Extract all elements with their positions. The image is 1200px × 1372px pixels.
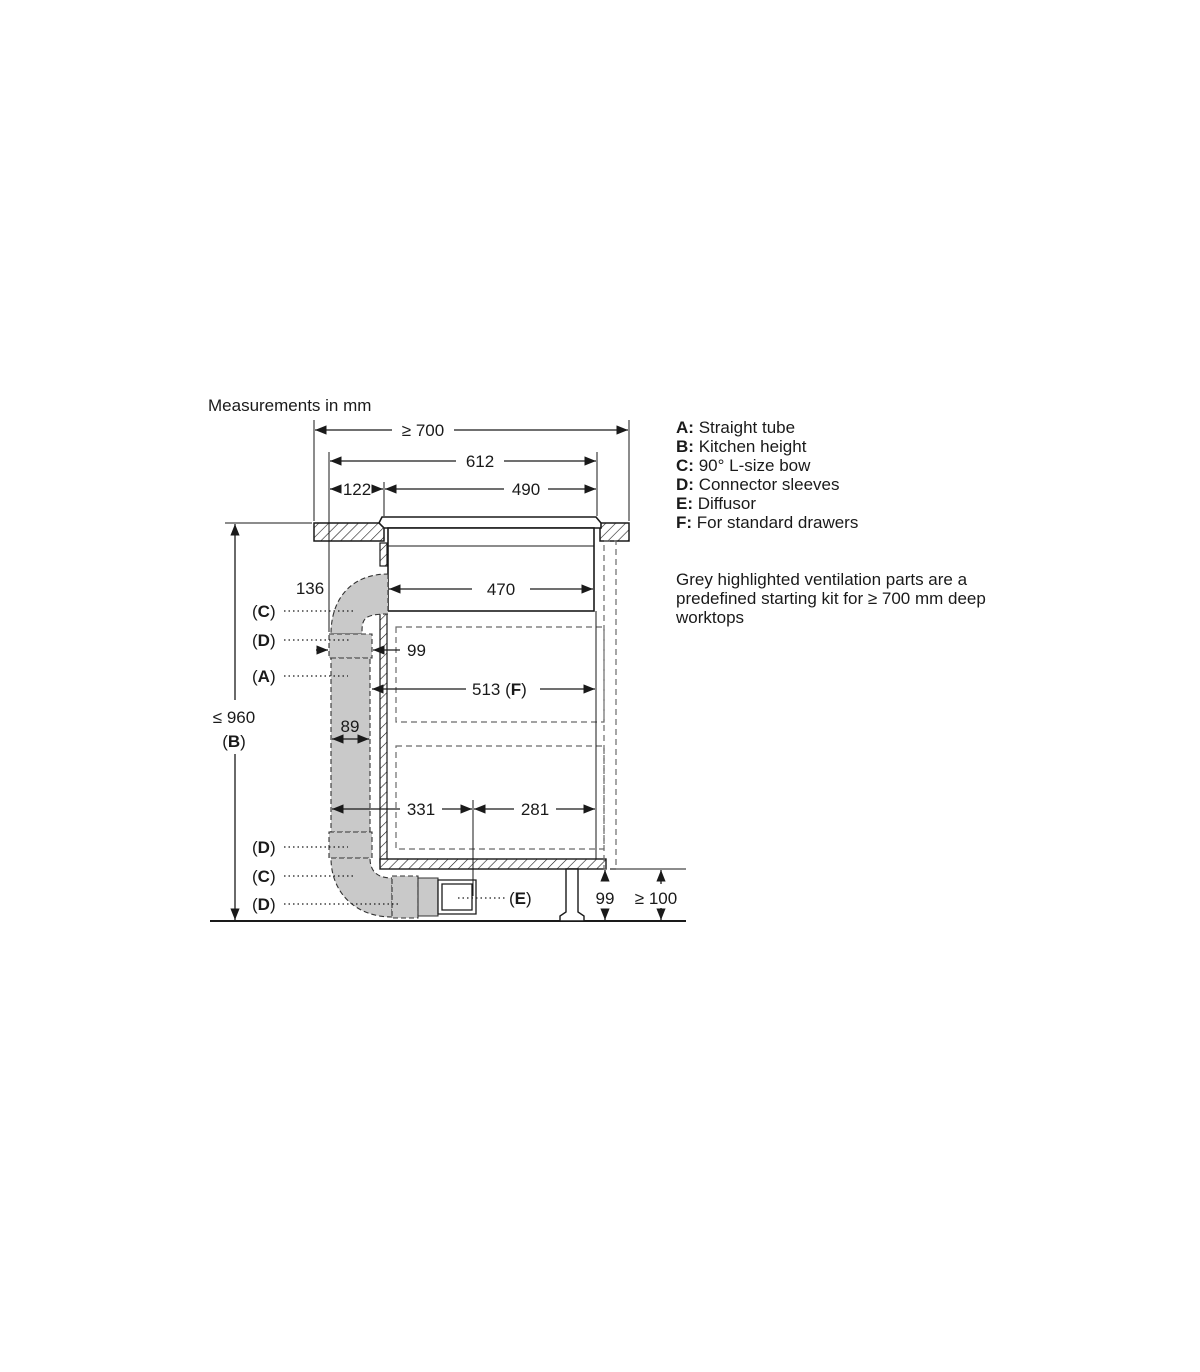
- legend-item-a: A: Straight tube: [676, 418, 796, 437]
- dim-100-plinth: ≥ 100: [634, 889, 678, 908]
- callout-d-bottom1: (D): [252, 838, 276, 857]
- dim-99-plinth: 99: [595, 889, 615, 908]
- legend-item-e: E: Diffusor: [676, 494, 756, 513]
- dim-worktop-depth: ≥ 700: [401, 421, 445, 440]
- dim-470: 470: [486, 580, 516, 599]
- legend-item-f: F: For standard drawers: [676, 513, 859, 532]
- top-sleeve: [329, 634, 372, 658]
- callout-e: (E): [509, 889, 532, 908]
- dim-b-label: (B): [222, 732, 246, 751]
- legend-item-d: D: Connector sleeves: [676, 475, 840, 494]
- cabinet-leg: [560, 869, 584, 921]
- cabinet-base: [380, 859, 606, 869]
- cabinet-front-outline: [604, 541, 616, 869]
- dim-99-gap: 99: [407, 641, 426, 660]
- cabinet-side-panel: [380, 543, 387, 566]
- dim-122: 122: [342, 480, 372, 499]
- dim-513: 513 (F): [472, 680, 527, 699]
- drawer-lower: [396, 746, 604, 849]
- dim-136: 136: [295, 579, 325, 598]
- callout-c-bottom: (C): [252, 867, 276, 886]
- worktop-left: [314, 523, 384, 541]
- callout-d-bottom2: (D): [252, 895, 276, 914]
- dim-89: 89: [340, 717, 360, 736]
- dim-960: ≤ 960: [212, 708, 256, 727]
- diffusor: [418, 878, 438, 916]
- worktop-right: [600, 523, 629, 541]
- straight-tube: [331, 658, 370, 832]
- units-label: Measurements in mm: [208, 396, 372, 415]
- dim-490: 490: [511, 480, 541, 499]
- callout-d-top: (D): [252, 631, 276, 650]
- dim-331: 331: [406, 800, 436, 819]
- bottom-sleeve: [329, 832, 372, 858]
- bottom-sleeve-2: [392, 876, 418, 918]
- dim-281: 281: [520, 800, 550, 819]
- cabinet-back-panel: [380, 611, 387, 863]
- callout-a: (A): [252, 667, 276, 686]
- diffusor-body: [438, 880, 476, 914]
- callout-c-top: (C): [252, 602, 276, 621]
- starter-kit-note: Grey highlighted ventilation parts are a predefined starting kit for ≥ 700 mm deep worktops: [676, 570, 986, 627]
- legend-item-b: B: Kitchen height: [676, 437, 807, 456]
- drawer-upper: [396, 627, 604, 722]
- legend-item-c: C: 90° L-size bow: [676, 456, 811, 475]
- hob-glass: [379, 517, 601, 528]
- dim-612: 612: [465, 452, 495, 471]
